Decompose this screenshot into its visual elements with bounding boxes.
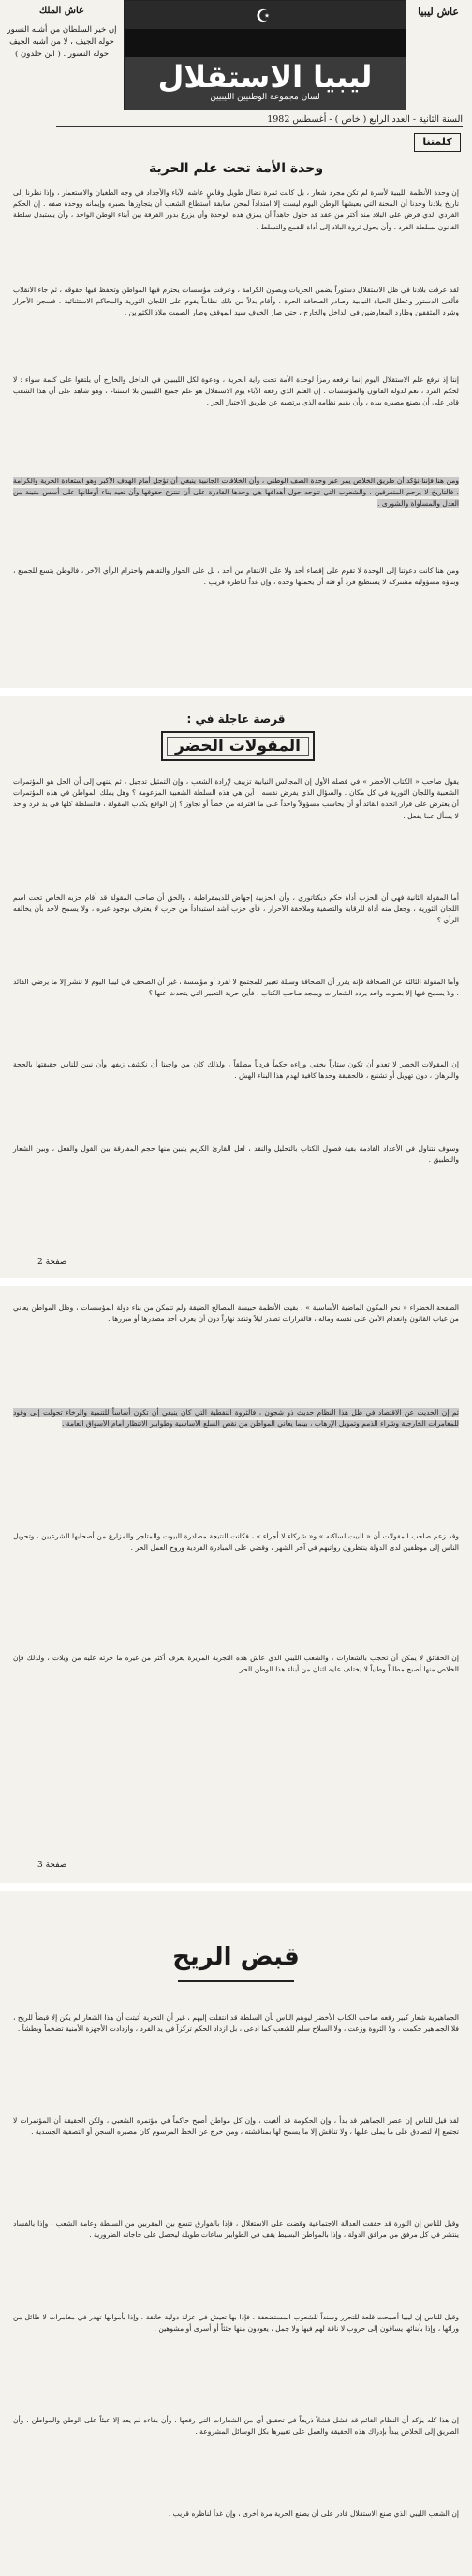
- page-3: [0, 1286, 472, 1883]
- article-paragraph: الصفحة الخضراء « نحو المكون الماضية الأساسية » . بقيت الأنظمة حبيسة المصالح الضيقة ولم تتمكن من بناء دولة المؤسسات ، وظل المواطن يعاني من غياب القانون وانعدام الأمن على نفسه وماله ، فالقرارات تصدر ليلاً وتنفذ نهاراً دون أن يعرف أحد مصدرها أو مبررها .: [13, 1303, 459, 1324]
- issue-line: السنة الثانية - العدد الرابع ( خاص ) - أغسطس 1982: [56, 114, 463, 127]
- series-label: قرصة عاجلة في :: [186, 713, 286, 726]
- article-paragraph: لقد عرفت بلادنا في ظل الاستقلال دستوراً يضمن الحريات ويصون الكرامة ، وعرفت مؤسسات يحترم فيها المواطن وتحفظ فيها حقوقه ، ثم جاء الانقلاب فألغى الدستور وعطل الحياة النيابية وصادر الصحافة الحرة ، وأقام بدلاً من ذلك نظاماً يقوم على اللجان الثورية والمحاكم الاستثنائية ، فسجن الأحرار وشرد المثقفين وطارد المعارضين في الداخل والخارج ، حتى صار الخوف سيد الموقف وصار الصمت ملاذ الكثيرين .: [13, 286, 459, 317]
- masthead-quote: إن خير السلطان من أشبه النسور حوله الجيف ، لا من أشبه الجيف حوله النسور . ( ابن خلدون ): [7, 25, 117, 59]
- highlighted-text: ثم إن الحديث عن الاقتصاد في ظل هذا النظام حديث ذو شجون ، فالثروة النفطية التي كان ينبغي أن تكون أساساً للتنمية والرخاء تحولت إلى وقود للمغامرات الخارجية وشراء الذمم وتمويل الإرهاب ، بينما يعاني المواطن من نقص السلع الأساسية وطوابير الانتظار أمام الأسواق العامة .: [13, 1408, 459, 1429]
- article-paragraph: يقول صاحب « الكتاب الأخضر » في فصله الأول إن المجالس النيابية تزييف لإرادة الشعب ، وإن التمثيل تدجيل ، ثم ينتهي إلى أن الحل هو المؤتمرات الشعبية واللجان الثورية في كل مكان . والسؤال الذي يفرض نفسه : أين هي هذه السلطة الشعبية المزعومة ؟ وهل يملك المواطن في هذه المؤتمرات أن يعترض على قرار اتخذه القائد أو أن يحاسب مسؤولاً واحداً على ما اقترفه من خطأ أو تجاوز ؟ إن الواقع يكذب المقولة ، فالسلطة كلها في يد فرد واحد لا يسأل عما يفعل .: [13, 777, 459, 820]
- article-paragraph: وقيل للناس إن الثورة قد حققت العدالة الاجتماعية وقضت على الاستغلال ، فإذا بالفوارق تتسع بين المقربين من السلطة وعامة الشعب ، وإذا بالفساد ينتشر في كل مرفق من مرافق الدولة ، وإذا بالمواطن البسيط يقف في الطوابير ساعات طويلة ليحصل على حاجاته الضرورية .: [13, 2219, 459, 2240]
- article-paragraph: إن المقولات الخضر لا تعدو أن تكون ستاراً يخفي وراءه حكماً فردياً مطلقاً ، ولذلك كان من واجبنا أن نكشف زيفها وأن نبين للناس حقيقتها بالحجة والبرهان ، دون تهويل أو تشنيع ، فالحقيقة وحدها كافية لهدم هذا البناء الهش .: [13, 1060, 459, 1081]
- article-paragraph: وأما المقولة الثالثة عن الصحافة فإنه يقرر أن الصحافة وسيلة تعبير للمجتمع لا لفرد أو مؤسسة ، غير أن الصحف في ليبيا اليوم لا تنشر إلا ما يرضي القائد ، ولا يسمح فيها إلا بصوت واحد يردد الشعارات ويمجد صاحب الكتاب ، فأين حرية التعبير التي يتحدث عنها ؟: [13, 978, 459, 998]
- page-separator: [0, 1883, 472, 1891]
- article-paragraph: إن هذا كله يؤكد أن النظام القائم قد فشل فشلاً ذريعاً في تحقيق أي من الشعارات التي رفعها ، وأن بقاءه لم يعد إلا عبئاً على الوطن والمواطن ، وأن الطريق إلى الخلاص يبدأ بإدراك هذه الحقيقة والعمل على تغييرها بكل الوسائل المشروعة .: [13, 2416, 459, 2436]
- article-paragraph: وسوف نتناول في الأعداد القادمة بقية فصول الكتاب بالتحليل والنقد ، لعل القارئ الكريم يتبين منها حجم المفارقة بين القول والفعل ، وبين الشعار والتطبيق .: [13, 1144, 459, 1165]
- article-paragraph: [13, 476, 459, 510]
- article-paragraph: إن وحدة الأنظمة الليبية لأسرة لم تكن مجرد شعار ، بل كانت ثمرة نضال طويل وقاسٍ عاشه الآباء والأجداد في وجه الطغيان والاستعمار ، وإذا نظرنا إلى تاريخ بلادنا وجدنا أن المحنة التي يعيشها الوطن اليوم ليست إلا امتداداً لمحن سابقة استطاع الشعب أن يتجاوزها بصبره وإيمانه ووحدة صفه . إن الحكم الفردي الذي فرض على البلاد منذ أكثر من عقد قد حاول جاهداً أن يمزق هذه الوحدة وأن يزرع بذور الفرقة بين أبناء الوطن الواحد ، وأن يستبدل سلطة القانون بسلطة الفرد ، وأن يحول ثروة البلاد إلى أداة للقمع والتسلط .: [13, 188, 459, 231]
- article-title: المقولات الخضر: [161, 731, 315, 761]
- article-paragraph: [13, 1407, 459, 1430]
- masthead-right-label: عاش ليبيا: [418, 6, 459, 18]
- article-title: وحدة الأمة تحت علم الحرية: [148, 161, 324, 176]
- article-paragraph: أما المقولة الثانية فهي أن الحزب أداة حكم ديكتاتوري ، وأن الحزبية إجهاض للديمقراطية ، والحق أن صاحب المقولة قد أقام حزبه الخاص تحت اسم اللجان الثورية ، وجعل منه أداة للرقابة والتصفية وملاحقة الأحرار ، فأي حزب أشد استبداداً من حزب لا يعترف بوجود غيره ، ولا يسمح لأحد بأن يخالفه الرأي ؟: [13, 893, 459, 925]
- article-paragraph: إننا إذ نرفع علم الاستقلال اليوم إنما نرفعه رمزاً لوحدة الأمة تحت راية الحرية ، ودعوة لكل الليبيين في الداخل والخارج أن يلتقوا على كلمة سواء : لا لحكم الفرد ، نعم لدولة القانون والمؤسسات . إن العلم الذي رفعه الآباء يوم الاستقلال هو علم جميع الليبيين بلا استثناء ، وهو شاهد على أن هذا الشعب قادر على أن يصنع مصيره بيده ، وأن يقيم نظامه الذي يرتضيه عن طريق الاختيار الحر .: [13, 375, 459, 407]
- article-paragraph: ومن هنا كانت دعوتنا إلى الوحدة لا تقوم على إقصاء أحد ولا على الانتقام من أحد ، بل على الحوار والتفاهم واحترام الرأي الآخر ، فالوطن يتسع للجميع ، وبناؤه مسؤولية مشتركة لا يستطيع فرد أو فئة أن يحملها وحده ، وإن غداً لناظره قريب .: [13, 567, 459, 587]
- page-1: [0, 0, 472, 688]
- page-4: [0, 1891, 472, 2576]
- article-paragraph: الجماهيرية شعار كبير رفعه صاحب الكتاب الأخضر ليوهم الناس بأن السلطة قد انتقلت إليهم ، غير أن التجربة أثبتت أن هذا الشعار لم يكن إلا قبضاً للريح ، فلا الجماهير حكمت ، ولا الثروة وزعت ، ولا السلاح سلم للشعب كما ادعى ، بل ازداد الحكم تركزاً في يد الفرد ، وازدادت الأجهزة الأمنية تضخماً وبطشاً .: [13, 2013, 459, 2034]
- highlighted-text: ومن هنا فإننا نؤكد أن طريق الخلاص يمر عبر وحدة الصف الوطني ، وأن الخلافات الجانبية ينبغي أن تؤجل أمام الهدف الأكبر وهو استعادة الحرية والكرامة ، فالتاريخ لا يرحم المتفرقين ، والشعوب التي تتوحد حول أهدافها هي وحدها القادرة على أن تنتزع حقوقها وأن تعيد بناء أوطانها على أسس متينة من العدل والمساواة والشورى .: [13, 477, 459, 508]
- masthead-title: ليبيا الاستقلال: [157, 59, 373, 95]
- page-separator: [0, 1278, 472, 1286]
- article-title: قبض الريح: [0, 1943, 472, 1971]
- article-paragraph: وقيل للناس إن ليبيا أصبحت قلعة للتحرر وسنداً للشعوب المستضعفة ، فإذا بها تعيش في عزلة دولية خانقة ، وإذا بأموالها تهدر في مغامرات لا طائل من ورائها ، وإذا بأبنائها يساقون إلى حروب لا ناقة لهم فيها ولا جمل ، يعودون منها جثثاً أو أسرى أو مشوهين .: [13, 2313, 459, 2333]
- page-separator: [0, 688, 472, 696]
- article-paragraph: إن الحقائق لا يمكن أن تحجب بالشعارات ، والشعب الليبي الذي عاش هذه التجربة المريرة يعرف أكثر من غيره ما جرته عليه من ويلات ، ولذلك فإن الخلاص منها أصبح مطلباً وطنياً لا يختلف عليه اثنان من أبناء هذا الوطن الحر .: [13, 1654, 459, 1674]
- page-number: صفحة 3: [37, 1861, 67, 1870]
- masthead-flag: [124, 0, 406, 110]
- article-paragraph: إن الشعب الليبي الذي صنع الاستقلال قادر على أن يصنع الحرية مرة أخرى ، وإن غداً لناظره قريب .: [168, 2510, 459, 2518]
- article-paragraph: لقد قيل للناس إن عصر الجماهير قد بدأ ، وإن الحكومة قد ألغيت ، وإن كل مواطن أصبح حاكماً في مؤتمره الشعبي ، ولكن الحقيقة أن المؤتمرات لا تجتمع إلا لتصادق على ما يملى عليها ، ولا تناقش إلا ما يسمح لها بمناقشته ، ومن خرج عن الخط المرسوم كان مصيره السجن أو التصفية الجسدية .: [13, 2116, 459, 2137]
- section-label: كلمتنا: [414, 133, 461, 152]
- masthead-subtitle: لسان مجموعة الوطنيين الليبيين: [210, 93, 320, 102]
- article-paragraph: وقد زعم صاحب المقولات أن « البيت لساكنه » و« شركاء لا أجراء » ، فكانت النتيجة مصادرة البيوت والمتاجر والمزارع من أصحابها الشرعيين ، وتحويل الناس إلى موظفين لدى الدولة ينتظرون رواتبهم في آخر الشهر ، وقضي على المبادرة الفردية وروح العمل الحر .: [13, 1532, 459, 1553]
- masthead-left-label: عاش الملك: [38, 6, 85, 16]
- page-2: [0, 696, 472, 1278]
- crescent-star-icon: ☪: [255, 7, 272, 26]
- page-number: صفحة 2: [37, 1258, 67, 1267]
